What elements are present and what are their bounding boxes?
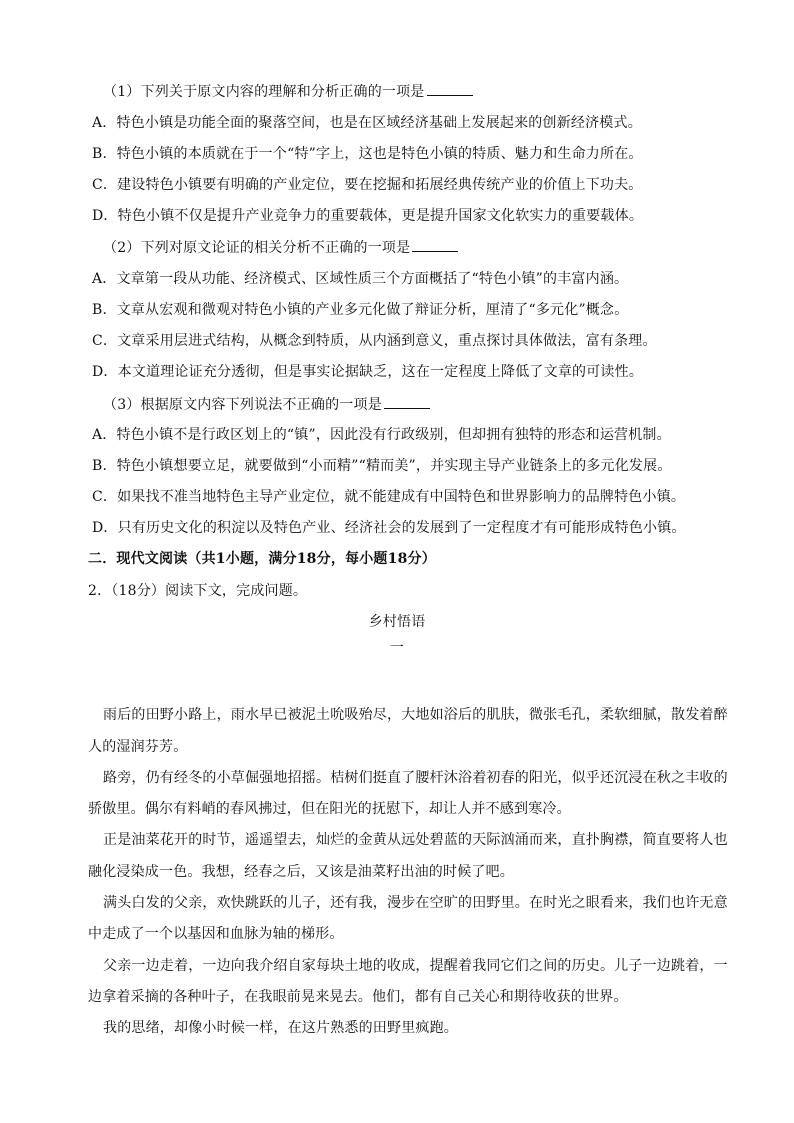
paragraph-1-line-1: 雨后的田野小路上，雨水早已被泥土吮吸殆尽，大地如浴后的肌肤，微张毛孔，柔软细腻，散发着醉 — [103, 707, 728, 723]
q1-option-d: D．特色小镇不仅是提升产业竞争力的重要载体，更是提升国家文化软实力的重要载体。 — [92, 208, 644, 224]
paragraph-6-line-1: 我的思绪，却像小时候一样，在这片熟悉的田野里疯跑。 — [103, 1020, 458, 1036]
q3-option-c: C．如果找不准当地特色主导产业定位，就不能建成有中国特色和世界影响力的品牌特色小镇。 — [92, 489, 686, 505]
question-3-stem: （3）根据原文内容下列说法不正确的一项是 — [103, 394, 430, 415]
paragraph-3-line-2: 融化浸染成一色。我想，经春之后，又该是油菜籽出油的时候了吧。 — [88, 864, 514, 880]
answer-blank[interactable] — [427, 81, 473, 96]
q1-option-a: A．特色小镇是功能全面的聚落空间，也是在区域经济基础上发展起来的创新经济模式。 — [92, 115, 642, 131]
question-2-stem: （2）下列对原文论证的相关分析不正确的一项是 — [103, 237, 458, 258]
paragraph-2-line-1: 路旁，仍有经冬的小草倔强地招摇。桔树们挺直了腰杆沐浴着初春的阳光，似乎还沉浸在秋之丰收的 — [103, 770, 728, 786]
paragraph-5-line-2: 边拿着采摘的各种叶子，在我眼前晃来晃去。他们，都有自己关心和期待收获的世界。 — [88, 989, 628, 1005]
q3-option-b: B．特色小镇想要立足，就要做到“小而精”“精而美”，并实现主导产业链条上的多元化发展。 — [92, 458, 672, 474]
q2-option-c: C．文章采用层进式结构，从概念到特质，从内涵到意义，重点探讨具体做法，富有条理。 — [92, 333, 657, 349]
paragraph-3-line-1: 正是油菜花开的时节，遥遥望去，灿烂的金黄从远处碧蓝的天际汹涌而来，直扑胸襟，简直要将人也 — [103, 832, 728, 848]
q1-option-c: C．建设特色小镇要有明确的产业定位，要在挖掘和拓展经典传统产业的价值上下功夫。 — [92, 177, 643, 193]
paragraph-1-line-2: 人的湿润芬芳。 — [88, 739, 188, 755]
q2-option-a: A．文章第一段从功能、经济模式、区域性质三个方面概括了“特色小镇”的丰富内涵。 — [92, 271, 629, 287]
paragraph-4-line-2: 中走成了一个以基因和血脉为轴的梯形。 — [88, 926, 344, 942]
question-1-stem: （1）下列关于原文内容的理解和分析正确的一项是 — [103, 81, 473, 102]
section-heading: 二．现代文阅读（共1小题，满分18分，每小题18分） — [88, 551, 436, 567]
paragraph-4-line-1: 满头白发的父亲，欢快跳跃的儿子，还有我，漫步在空旷的田野里。在时光之眼看来，我们也许无意 — [103, 895, 728, 911]
q1-option-b: B．特色小镇的本质就在于一个“特”字上，这也是特色小镇的特质、魅力和生命力所在。 — [92, 146, 643, 162]
article-part-number: 一 — [389, 640, 405, 656]
paragraph-2-line-2: 骄傲里。偶尔有料峭的春风拂过，但在阳光的抚慰下，却让人并不感到寒冷。 — [88, 801, 571, 817]
answer-blank[interactable] — [412, 237, 458, 252]
paragraph-5-line-1: 父亲一边走着，一边向我介绍自家每块土地的收成，提醒着我同它们之间的历史。儿子一边跳着，一 — [103, 958, 728, 974]
answer-blank[interactable] — [384, 394, 430, 409]
q3-option-a: A．特色小镇不是行政区划上的“镇”，因此没有行政级别，但却拥有独特的形态和运营机制。 — [92, 427, 671, 443]
question-2-prompt: 2．（18分）阅读下文，完成问题。 — [88, 583, 308, 599]
q2-option-d: D．本文道理论证充分透彻，但是事实论据缺乏，这在一定程度上降低了文章的可读性。 — [92, 364, 644, 380]
q3-option-d: D．只有历史文化的积淀以及特色产业、经济社会的发展到了一定程度才有可能形成特色小镇。 — [92, 520, 686, 536]
article-title: 乡村悟语 — [368, 614, 426, 630]
q2-option-b: B．文章从宏观和微观对特色小镇的产业多元化做了辩证分析，厘清了“多元化”概念。 — [92, 302, 629, 318]
